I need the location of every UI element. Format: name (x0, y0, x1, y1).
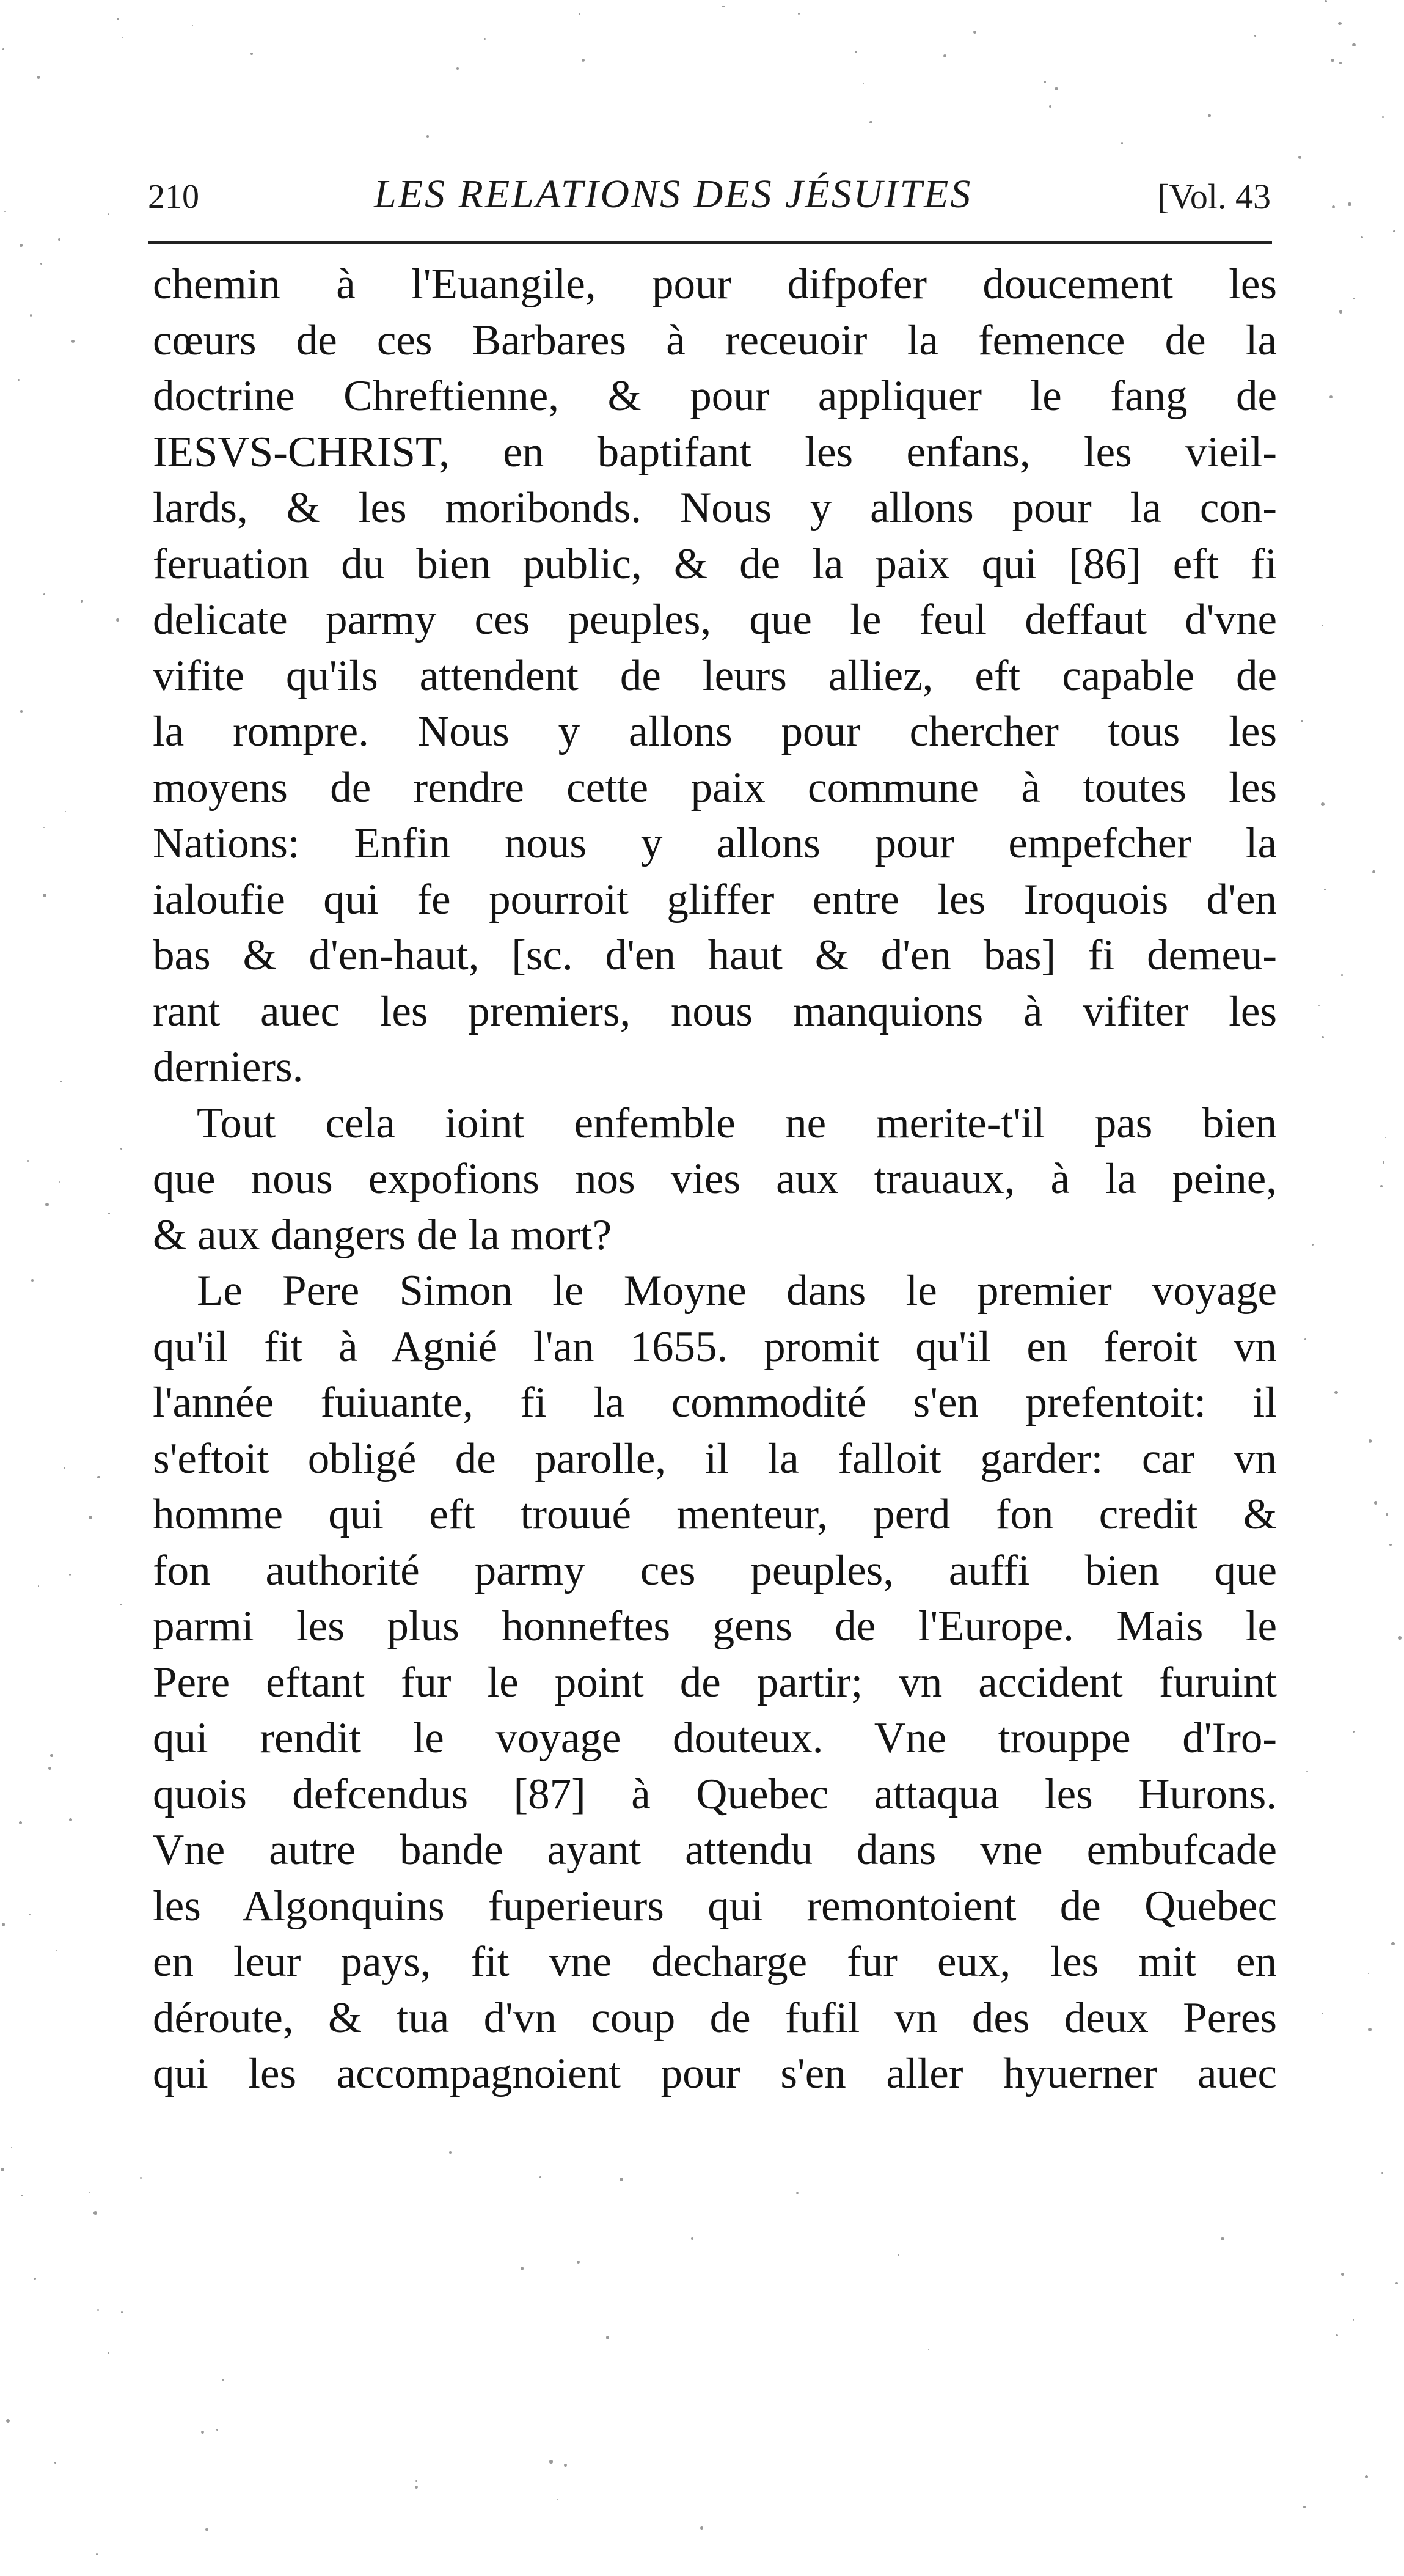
paper-speck (1044, 81, 1046, 83)
paper-speck (700, 2526, 703, 2530)
text-line: fon authorité parmy ces peuples, auffi bien que (153, 1546, 1277, 1594)
text-line: quois defcendus [87] à Quebec attaqua les Hurons. (153, 1770, 1277, 1818)
paper-speck (192, 25, 193, 26)
text-line: déroute, & tua d'vn coup de fufil vn des deux Peres (153, 1994, 1277, 2042)
paper-speck (415, 2480, 417, 2482)
paper-speck (38, 1585, 39, 1587)
paper-speck (11, 2147, 13, 2149)
paper-speck (1352, 43, 1355, 46)
paper-speck (45, 1203, 49, 1206)
paper-speck (89, 2192, 90, 2193)
paper-speck (71, 340, 75, 343)
paper-speck (29, 1914, 31, 1916)
text-line: IESVS-CHRIST, en baptifant les enfans, les vieil- (153, 428, 1277, 476)
text-line: qui les accompagnoient pour s'en aller hyuerner auec (153, 2050, 1277, 2097)
paper-speck (216, 2429, 218, 2431)
paper-speck (1368, 1973, 1369, 1974)
paper-speck (1324, 889, 1326, 890)
paper-speck (97, 2309, 99, 2311)
paper-speck (1306, 1771, 1308, 1772)
paper-speck (2, 1923, 5, 1926)
paper-speck (1321, 802, 1325, 806)
paper-speck (1341, 974, 1343, 976)
running-title: LES RELATIONS DES JÉSUITES (374, 172, 973, 216)
paper-speck (201, 2431, 204, 2434)
paper-speck (65, 811, 66, 812)
page-number: 210 (148, 178, 199, 216)
paper-speck (1372, 870, 1376, 874)
text-line: Nations: Enfin nous y allons pour empefcher la (153, 820, 1277, 867)
paper-speck (1334, 1391, 1338, 1395)
paper-speck (928, 2349, 929, 2350)
paper-speck (855, 51, 857, 53)
paper-speck (58, 238, 60, 241)
paper-speck (37, 76, 40, 78)
paper-speck (1341, 2273, 1344, 2276)
text-line: la rompre. Nous y allons pour chercher tous les (153, 708, 1277, 755)
paper-speck (1254, 35, 1256, 37)
paper-speck (539, 2176, 541, 2178)
paper-speck (140, 2177, 142, 2179)
text-line: chemin à l'Euangile, pour difpofer doucement les (153, 260, 1277, 308)
paper-speck (97, 1476, 100, 1478)
paper-speck (582, 59, 585, 62)
paper-speck (415, 2486, 418, 2489)
text-line: homme qui eft trouué menteur, perd fon credit & (153, 1491, 1277, 1538)
paper-speck (30, 314, 32, 316)
paper-speck (1339, 310, 1343, 314)
paper-speck (1121, 142, 1123, 144)
paper-speck (1348, 202, 1351, 205)
paper-speck (120, 1148, 122, 1150)
paper-speck (1312, 1244, 1314, 1246)
paper-speck (1325, 0, 1327, 2)
paper-speck (1049, 105, 1051, 108)
paper-speck (521, 2267, 524, 2270)
paper-speck (1304, 1338, 1306, 1340)
paper-speck (606, 2336, 609, 2339)
paper-speck (1353, 2319, 1354, 2320)
paper-speck (108, 2352, 109, 2354)
text-line: Tout cela ioint enfemble ne merite-t'il pas bien (197, 1099, 1277, 1147)
paper-speck (1, 2168, 4, 2171)
paper-speck (121, 2311, 122, 2313)
paper-speck (1385, 1137, 1386, 1138)
paper-speck (69, 1574, 70, 1575)
volume-label: [Vol. 43 (1157, 177, 1271, 216)
paper-speck (122, 37, 123, 38)
paper-speck (691, 2237, 694, 2240)
paper-speck (484, 38, 486, 40)
paper-speck (1055, 87, 1058, 91)
paper-speck (1369, 1439, 1372, 1442)
paper-speck (64, 1467, 65, 1469)
paper-speck (250, 53, 253, 55)
text-line: lards, & les moribonds. Nous y allons pour la con- (153, 484, 1277, 532)
text-line: s'eftoit obligé de parolle, il la falloit garder: car vn (153, 1434, 1277, 1483)
text-line: vifite qu'ils attendent de leurs alliez, eft capable de (153, 651, 1277, 700)
text-line: feruation du bien public, & de la paix qui [86] eft fi (153, 540, 1277, 588)
paper-speck (93, 2211, 97, 2215)
paper-speck (1395, 2282, 1398, 2284)
paper-speck (59, 1181, 60, 1183)
paper-speck (1353, 298, 1355, 299)
paper-speck (1322, 2013, 1323, 2014)
text-line: ialoufie qui fe pourroit gliffer entre les Iroquois d'en (153, 875, 1277, 923)
paper-speck (54, 2462, 56, 2464)
paper-speck (1368, 2028, 1372, 2031)
paper-speck (798, 13, 800, 15)
paper-speck (1381, 2172, 1383, 2174)
text-line: moyens de rendre cette paix commune à toutes les (153, 763, 1277, 812)
paper-speck (50, 1754, 53, 1757)
paper-speck (2, 48, 4, 50)
header-rule (148, 241, 1272, 244)
paper-speck (1322, 625, 1323, 626)
paper-speck (1382, 116, 1384, 118)
paper-speck (869, 121, 872, 124)
paper-speck (456, 67, 459, 70)
paper-speck (1301, 720, 1303, 722)
paper-speck (577, 2261, 580, 2264)
paper-speck (56, 1950, 57, 1951)
paper-speck (116, 618, 119, 622)
paper-speck (19, 1821, 22, 1824)
text-line: derniers. (153, 1043, 304, 1091)
paper-speck (81, 600, 84, 603)
text-line: cœurs de ces Barbares à receuoir la femence de la (153, 316, 1277, 364)
paper-speck (449, 2151, 452, 2154)
paper-speck (6, 2419, 10, 2423)
paper-speck (1398, 1636, 1401, 1639)
text-line: bas & d'en-haut, [sc. d'en haut & d'en bas] fi demeu- (153, 931, 1277, 979)
paper-speck (1339, 62, 1342, 64)
paper-speck (579, 13, 580, 15)
text-line: & aux dangers de la mort? (153, 1211, 612, 1259)
text-line: en leur pays, fit vne decharge fur eux, les mit en (153, 1938, 1277, 1986)
paper-speck (1318, 1005, 1320, 1006)
paper-speck (1380, 1185, 1383, 1187)
paper-speck (205, 2528, 208, 2531)
paper-speck (1383, 1161, 1385, 1164)
paper-speck (1386, 1513, 1388, 1516)
paper-speck (222, 2379, 224, 2381)
paper-speck (1374, 1501, 1377, 1504)
text-line: parmi les plus honneftes gens de l'Europe. Mais le (153, 1602, 1277, 1650)
paper-speck (426, 135, 430, 138)
paper-speck (1303, 2506, 1306, 2508)
paper-speck (1391, 1942, 1395, 1946)
paper-speck (620, 2178, 623, 2181)
text-line: Pere eftant fur le point de partir; vn accident furuint (153, 1658, 1277, 1706)
text-line: qu'il fit à Agnié l'an 1655. promit qu'il en feroit vn (153, 1323, 1277, 1371)
paper-speck (4, 211, 5, 212)
paper-speck (1393, 230, 1395, 232)
paper-speck (117, 18, 119, 20)
paper-speck (943, 54, 946, 57)
paper-speck (108, 1213, 110, 1214)
text-line: les Algonquins fuperieurs qui remontoient de Quebec (153, 1882, 1277, 1930)
paper-speck (1389, 1544, 1392, 1546)
paper-speck (1361, 236, 1363, 238)
paper-speck (898, 2254, 899, 2256)
body-text (153, 257, 1277, 2102)
paper-speck (863, 83, 864, 84)
paper-speck (722, 6, 725, 8)
paper-speck (43, 894, 46, 897)
paper-speck (60, 1081, 62, 1082)
paper-speck (48, 1767, 51, 1770)
paper-speck (1322, 1036, 1324, 1038)
text-line: qui rendit le voyage douteux. Vne trouppe d'Iro- (153, 1714, 1277, 1762)
paper-speck (27, 1160, 29, 1161)
paper-speck (1329, 395, 1333, 398)
paper-speck (1221, 2237, 1224, 2240)
text-line: doctrine Chreftienne, & pour appliquer le fang de (153, 372, 1277, 420)
paper-speck (557, 2499, 558, 2500)
text-line: Vne autre bande ayant attendu dans vne embufcade (153, 1826, 1277, 1874)
paper-speck (1208, 114, 1211, 117)
paper-speck (1365, 2475, 1368, 2478)
text-line: l'année fuiuante, fi la commodité s'en prefentoit: il (153, 1379, 1277, 1426)
paper-speck (34, 2278, 35, 2280)
text-line: que nous expofions nos vies aux trauaux, à la peine, (153, 1155, 1277, 1203)
running-head (148, 165, 1271, 226)
paper-speck (1353, 1731, 1355, 1733)
paper-speck (1331, 59, 1334, 62)
paper-speck (549, 2460, 552, 2463)
paper-speck (89, 1516, 92, 1519)
paper-speck (20, 244, 22, 246)
paper-speck (96, 2553, 97, 2555)
paper-speck (20, 710, 23, 713)
text-line: delicate parmy ces peuples, que le feul deffaut d'vne (153, 596, 1277, 644)
paper-speck (69, 1818, 72, 1821)
text-line: Le Pere Simon le Moyne dans le premier voyage (197, 1267, 1277, 1315)
paper-speck (1336, 2334, 1339, 2337)
text-line: rant auec les premiers, nous manquions à vifiter les (153, 987, 1277, 1035)
paper-speck (1338, 22, 1341, 25)
paper-speck (18, 379, 20, 381)
paper-speck (31, 1279, 34, 1282)
paper-speck (108, 213, 109, 215)
paper-speck (796, 2192, 799, 2195)
paper-speck (21, 2195, 23, 2196)
paper-speck (120, 1604, 122, 1605)
paper-speck (1332, 205, 1336, 209)
paper-speck (43, 593, 45, 595)
paper-speck (564, 2464, 567, 2467)
paper-speck (40, 263, 43, 265)
paper-speck (1298, 156, 1301, 159)
paper-speck (43, 827, 45, 829)
paper-speck (973, 31, 976, 34)
